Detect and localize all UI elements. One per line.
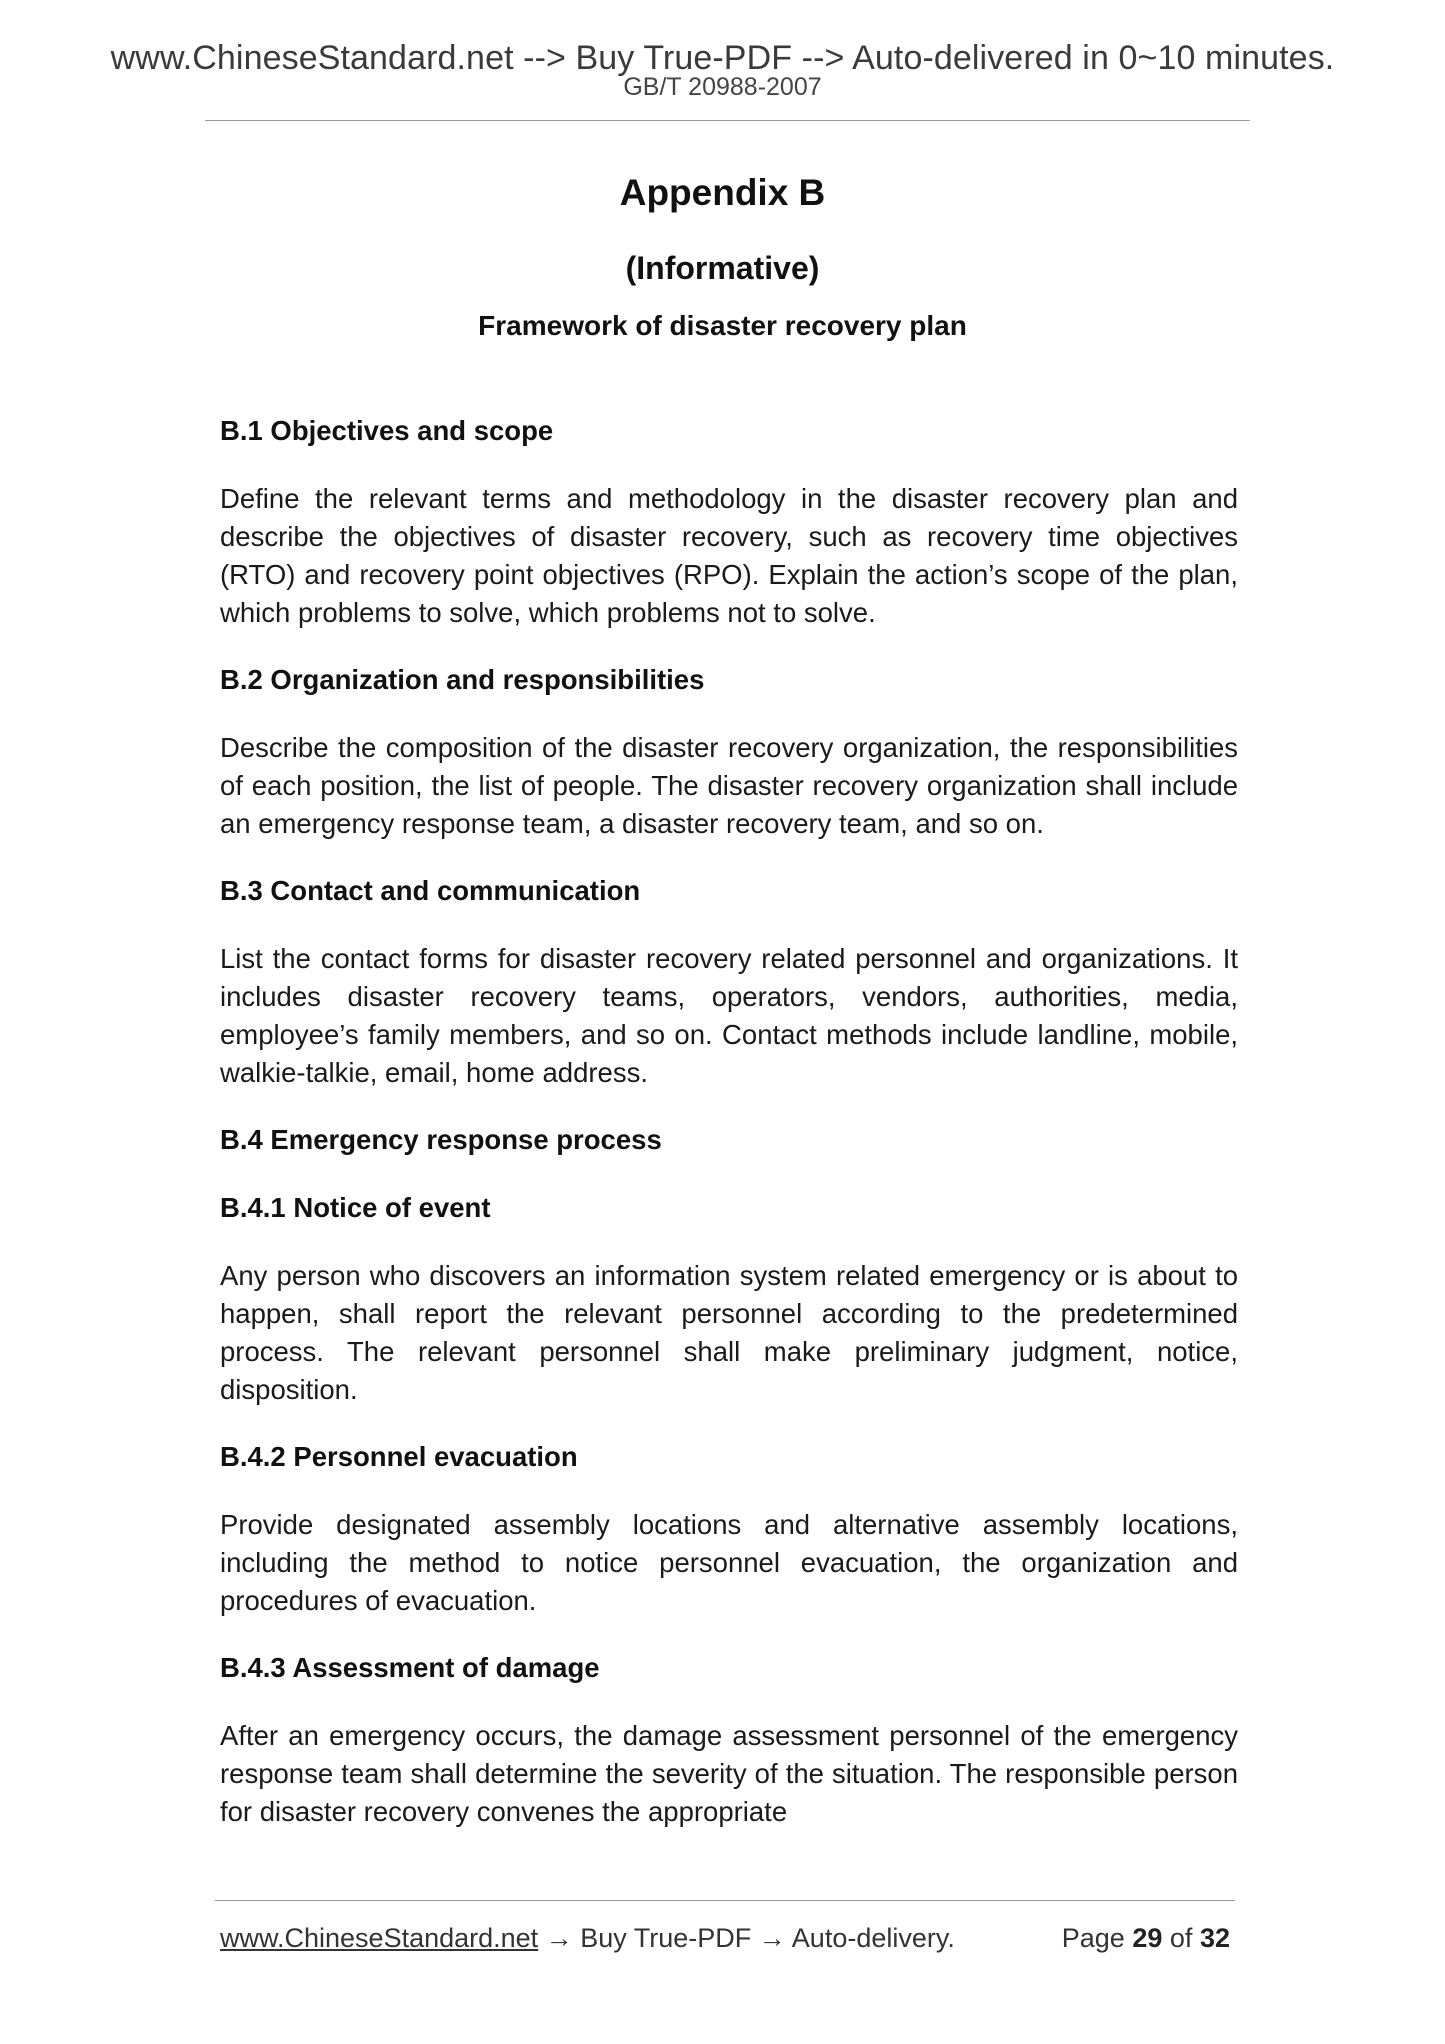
appendix-subtitle: (Informative) [625, 250, 820, 286]
section-body-b1: Define the relevant terms and methodology in the disaster recovery plan and describe the objectives of disaster recovery, such as recovery time objectives (RTO) and recovery point objectives (RPO). Explain the action’s scope of the plan, which problems to solve, which problems not to solve. [220, 483, 1238, 628]
page-of-label: of [1169, 1923, 1193, 1953]
arrow-right-icon: → [545, 1923, 573, 1953]
header-divider [205, 120, 1250, 121]
section-heading-b1: B.1 Objectives and scope [220, 415, 554, 446]
appendix-heading: Framework of disaster recovery plan [478, 310, 967, 341]
arrow-right-icon: → [758, 1923, 786, 1953]
section-heading-b42: B.4.2 Personnel evacuation [220, 1441, 578, 1472]
footer-delivery-text: Auto-delivery. [791, 1923, 955, 1953]
section-body-b2: Describe the composition of the disaster recovery organization, the responsibilities of each position, the list of people. The disaster recovery organization shall include an emergency response team, a disaster recovery team, and so on. [220, 732, 1238, 839]
page-number [1062, 1920, 1230, 1956]
section-body-b43: After an emergency occurs, the damage assessment personnel of the emergency response team shall determine the severity of the situation. The responsible person for disaster recovery convenes the appropriate [220, 1720, 1238, 1827]
section-heading-b43: B.4.3 Assessment of damage [220, 1652, 600, 1683]
section-heading-b4: B.4 Emergency response process [220, 1124, 662, 1155]
section-heading-b2: B.2 Organization and responsibilities [220, 664, 705, 695]
page-total: 32 [1199, 1923, 1230, 1953]
footer-site-link[interactable]: www.ChineseStandard.net [220, 1923, 539, 1953]
footer-links [220, 1920, 955, 1956]
document-body [220, 412, 1238, 1831]
site-banner: www.ChineseStandard.net --> Buy True-PDF --> Auto-delivered in 0~10 minutes. [110, 39, 1335, 77]
standard-code: GB/T 20988-2007 [623, 73, 822, 101]
footer-divider [215, 1900, 1235, 1901]
page-current: 29 [1132, 1923, 1163, 1953]
section-body-b3: List the contact forms for disaster recovery related personnel and organizations. It includes disaster recovery teams, operators, vendors, authorities, media, employee’s family members, and so on. Contact methods include landline, mobile, walkie-talkie, email, home address. [220, 943, 1238, 1088]
section-heading-b3: B.3 Contact and communication [220, 875, 641, 906]
page-label: Page [1061, 1923, 1125, 1953]
appendix-title: Appendix B [619, 172, 826, 213]
footer-buy-text: Buy True-PDF [580, 1923, 752, 1953]
section-body-b41: Any person who discovers an information system related emergency or is about to happen, shall report the relevant personnel according to the predetermined process. The relevant personnel shall make preliminary judgment, notice, disposition. [220, 1260, 1238, 1405]
section-heading-b41: B.4.1 Notice of event [220, 1192, 491, 1223]
section-body-b42: Provide designated assembly locations and alternative assembly locations, including the method to notice personnel evacuation, the organization and procedures of evacuation. [220, 1509, 1238, 1616]
